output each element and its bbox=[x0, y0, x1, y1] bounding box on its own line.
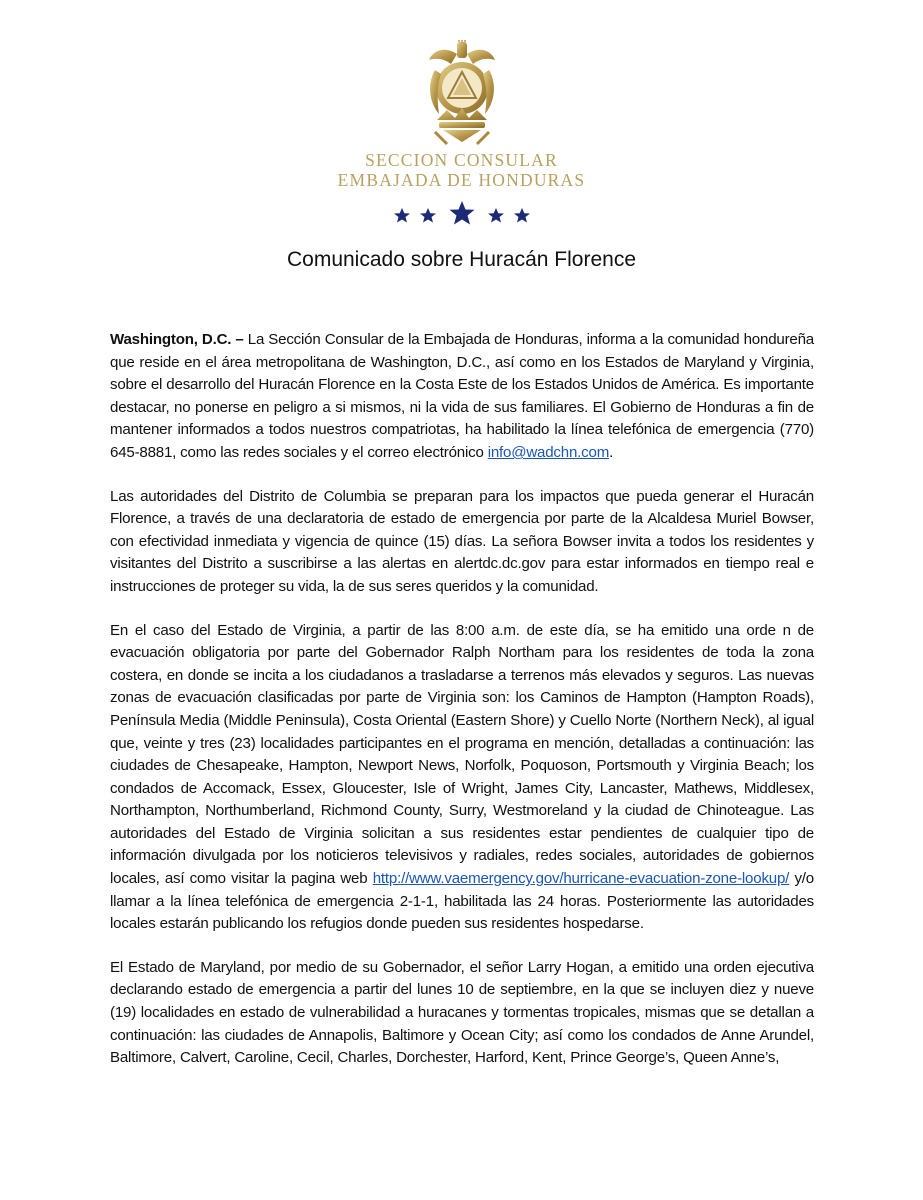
document-title: Comunicado sobre Huracán Florence bbox=[286, 248, 636, 271]
coat-of-arms-emblem bbox=[417, 40, 507, 148]
paragraph-text: . bbox=[609, 443, 614, 461]
paragraph-dc: Las autoridades del Distrito de Columbia se preparan para los impactos que pueda generar el Huracán Florence, a través de una declaratoria de estado de emergencia por parte de la Alcaldesa Muriel Bowser, con efectividad inmediata y vigencia de quince (15) días. La señora Bowser invita a todos los residentes y visitantes del Distrito a suscribirse a las alertas en alertdc.dc.gov para estar informados en tiempo real e instrucciones de proteger su vida, la de sus seres queridos y la comunidad. bbox=[110, 487, 814, 595]
paragraph-maryland: El Estado de Maryland, por medio de su Gobernador, el señor Larry Hogan, a emitido una orden ejecutiva declarando estado de emergencia a partir del lunes 10 de septiembre, en la que se incluyen diez y nueve (19) localidades en estado de vulnerabilidad a huracanes y tormentas tropicales, mismas que se detallan a continuación: las ciudades de Annapolis, Baltimore y Ocean City; así como los condados de Anne Arundel, Baltimore, Calvert, Caroline, Cecil, Charles, Dorchester, Harford, Kent, Prince George’s, Queen Anne’s, bbox=[110, 958, 814, 1067]
paragraph-intro bbox=[110, 329, 814, 465]
star-icon bbox=[514, 208, 530, 223]
letterhead-embassy-name: EMBAJADA DE HONDURAS bbox=[337, 170, 586, 190]
star-icon bbox=[394, 208, 410, 223]
five-stars-icon bbox=[392, 200, 532, 226]
document-body bbox=[110, 329, 814, 1091]
star-icon bbox=[488, 208, 504, 223]
letterhead-section-name: SECCION CONSULAR bbox=[365, 150, 558, 170]
letterhead bbox=[0, 40, 923, 226]
paragraph-text: La Sección Consular de la Embajada de Honduras, informa a la comunidad hondureña que reside en el área metropolitana de Washington, D.C., así como en los Estados de Maryland y Virginia, sobre el desarrollo del Huracán Florence en la Costa Este de los Estados Unidos de América. Es importante destacar, no ponerse en peligro a si mismos, ni la vida de sus familiares. El Gobierno de Honduras a fin de mantener informados a todos nuestros compatriotas, ha habilitado la línea telefónica de emergencia (770) 645-8881, como las redes sociales y el correo electrónico bbox=[110, 331, 814, 461]
paragraph-virginia bbox=[110, 620, 814, 936]
email-link[interactable]: info@wadchn.com bbox=[487, 443, 610, 461]
dateline: Washington, D.C. – bbox=[110, 331, 244, 348]
star-icon bbox=[420, 208, 436, 223]
evacuation-zone-link[interactable]: http://www.vaemergency.gov/hurricane-evacuation-zone-lookup/ bbox=[372, 870, 790, 888]
paragraph-text: y/o llamar a la línea telefónica de emergencia 2-1-1, habilitada las 24 horas. Posteriormente las autoridades locales estarán publicando los refugios donde pueden sus residentes hospedarse. bbox=[110, 870, 814, 933]
star-icon bbox=[449, 201, 474, 225]
paragraph-text: En el caso del Estado de Virginia, a partir de las 8:00 a.m. de este día, se ha emitido una orde n de evacuación obligatoria por parte del Gobernador Ralph Northam para los residentes de toda la zona costera, en donde se incita a los ciudadanos a trasladarse a terrenos más elevados y seguros. Las nuevas zonas de evacuación clasificadas por parte de Virginia son: los Caminos de Hampton (Hampton Roads), Península Media (Middle Peninsula), Costa Oriental (Eastern Shore) y Cuello Norte (Northern Neck), al igual que, veinte y tres (23) localidades participantes en el programa en mención, detalladas a continuación: las ciudades de Chesapeake, Hampton, Newport News, Norfolk, Poquoson, Portsmouth y Virginia Beach; los condados de Accomack, Essex, Gloucester, Isle of Wright, James City, Lancaster, Mathews, Middlesex, Northampton, Northumberland, Richmond County, Surry, Westmoreland y la ciudad de Chinoteague. Las autoridades del Estado de Virginia solicitan a sus residentes estar pendientes de cualquier tipo de información divulgada por los noticieros televisivos y radiales, redes sociales, autoridades de gobiernos locales, así como visitar la pagina web bbox=[110, 621, 814, 888]
